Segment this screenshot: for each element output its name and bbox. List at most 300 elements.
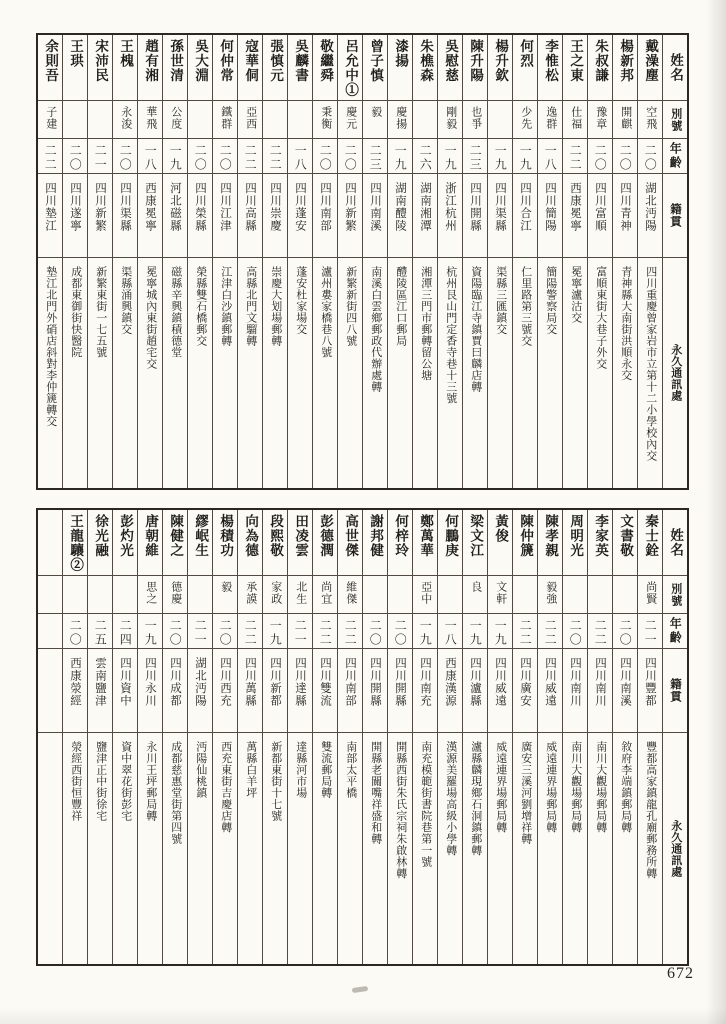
alias-cell — [288, 101, 312, 139]
native-text: 四川萬縣 — [244, 657, 257, 707]
person-column — [112, 35, 137, 488]
native-text: 四川資中 — [119, 657, 132, 707]
alias-cell — [288, 576, 312, 614]
row-header-label: 籍貫 — [669, 203, 682, 228]
row-header-alias — [663, 101, 687, 139]
age-cell — [338, 614, 362, 649]
alias-text: 毅 — [219, 581, 232, 593]
age-cell — [563, 139, 587, 174]
address-cell — [138, 258, 162, 488]
person-column — [62, 35, 87, 488]
address-cell — [288, 733, 312, 964]
age-text: 二五 — [93, 619, 108, 647]
address-text: 青神縣大南街洪順永交 — [619, 266, 632, 381]
native-place-cell — [238, 174, 262, 258]
address-cell — [138, 733, 162, 964]
address-cell — [563, 258, 587, 488]
native-place-cell — [88, 174, 112, 258]
age-text: 二一 — [193, 619, 208, 647]
person-column — [262, 510, 287, 964]
age-text: 二〇 — [68, 619, 83, 647]
name-text: 敬繼舜 — [318, 39, 334, 83]
native-place-cell — [288, 174, 312, 258]
name-cell — [563, 35, 587, 101]
address-cell — [613, 258, 637, 488]
alias-cell — [488, 576, 512, 614]
native-text: 湖北沔陽 — [194, 657, 207, 707]
address-cell — [288, 258, 312, 488]
address-text: 渠縣三匯鎮交 — [494, 266, 507, 335]
name-cell — [488, 35, 512, 101]
age-text: 二〇 — [68, 144, 83, 172]
native-text: 四川威遠 — [494, 657, 507, 707]
address-cell — [438, 258, 462, 488]
address-text: 高縣北門文騮轉 — [244, 266, 257, 347]
age-cell — [438, 139, 462, 174]
address-text: 新都東街十七號 — [269, 741, 282, 822]
native-place-cell — [113, 649, 137, 733]
age-cell — [463, 614, 487, 649]
name-cell — [613, 510, 637, 576]
age-cell — [488, 614, 512, 649]
age-text: 二三 — [368, 144, 383, 172]
name-cell — [138, 510, 162, 576]
person-column — [412, 35, 437, 488]
native-text: 四川新都 — [269, 657, 282, 707]
age-cell — [63, 139, 87, 174]
person-column — [162, 35, 187, 488]
name-cell — [213, 35, 237, 101]
native-text: 四川江津 — [219, 182, 232, 232]
alias-cell — [638, 576, 662, 614]
alias-text: 文軒 — [494, 581, 507, 605]
name-cell — [88, 510, 112, 576]
address-text: 簡陽警察局交 — [544, 266, 557, 335]
age-text: 二二 — [243, 619, 258, 647]
address-text: 敘府李端鎮郵局轉 — [619, 741, 632, 833]
person-column — [387, 35, 412, 488]
name-cell — [513, 35, 537, 101]
name-text: 王珙 — [68, 39, 84, 68]
age-text: 二〇 — [318, 144, 333, 172]
alias-cell — [138, 576, 162, 614]
name-text: 孫世清 — [168, 39, 184, 83]
native-place-cell — [38, 174, 62, 258]
alias-cell — [388, 576, 412, 614]
name-cell — [413, 510, 437, 576]
age-cell — [338, 139, 362, 174]
age-cell — [138, 614, 162, 649]
address-cell — [363, 733, 387, 964]
native-text: 四川南川 — [594, 657, 607, 707]
person-column — [587, 510, 612, 964]
address-text: 冕寧瀘沽交 — [569, 266, 582, 324]
alias-cell — [113, 576, 137, 614]
age-cell — [613, 139, 637, 174]
alias-cell — [163, 101, 187, 139]
alias-cell — [563, 101, 587, 139]
person-column — [237, 510, 262, 964]
age-text: 二〇 — [568, 619, 583, 647]
age-cell — [263, 139, 287, 174]
address-cell — [613, 733, 637, 964]
address-text: 資中翠花街彭宅 — [119, 741, 132, 822]
binding-smudge-mark — [352, 986, 369, 993]
native-place-cell — [188, 649, 212, 733]
age-text: 二一 — [293, 619, 308, 647]
name-cell — [463, 510, 487, 576]
name-text: 王槐 — [118, 39, 134, 68]
address-text: 威遠連界場郵局轉 — [494, 741, 507, 833]
row-header-label: 別號 — [669, 582, 682, 607]
address-text: 崇慶大划場郵轉 — [269, 266, 282, 347]
address-text: 南川大觀場郵局轉 — [594, 741, 607, 833]
alias-text: 尚宜 — [319, 581, 332, 605]
name-cell — [588, 35, 612, 101]
native-text: 四川渠縣 — [494, 182, 507, 232]
alias-cell — [413, 101, 437, 139]
name-text: 鄭萬華 — [418, 514, 434, 558]
person-column — [237, 35, 262, 488]
age-text: 二二 — [568, 144, 583, 172]
alias-text: 秉衡 — [319, 106, 332, 130]
person-column — [262, 35, 287, 488]
person-column — [312, 510, 337, 964]
address-cell — [488, 733, 512, 964]
alias-text: 剛毅 — [444, 106, 457, 130]
name-text: 呂允中① — [343, 39, 359, 97]
alias-cell — [613, 101, 637, 139]
person-column — [287, 510, 312, 964]
person-column — [137, 35, 162, 488]
name-text: 宋沛民 — [93, 39, 109, 83]
name-cell — [388, 35, 412, 101]
alias-cell — [363, 576, 387, 614]
native-place-cell — [538, 174, 562, 258]
address-text: 杭州艮山門定香寺巷十三號 — [444, 266, 457, 404]
person-column — [487, 35, 512, 488]
name-text: 李家英 — [593, 514, 609, 558]
alias-text: 仕福 — [569, 106, 582, 130]
address-text: 鹽津正中街徐宅 — [94, 741, 107, 822]
age-text: 二〇 — [368, 619, 383, 647]
native-place-cell — [63, 649, 87, 733]
name-cell — [288, 35, 312, 101]
name-text: 向為德 — [243, 514, 259, 558]
native-text: 四川威遠 — [544, 657, 557, 707]
age-text: 一八 — [443, 619, 458, 647]
native-text: 四川豐都 — [644, 657, 657, 707]
person-column — [537, 510, 562, 964]
native-place-cell — [363, 174, 387, 258]
age-cell — [213, 139, 237, 174]
alias-text: 亞西 — [244, 106, 257, 130]
alias-text: 開麒 — [619, 106, 632, 130]
native-text: 雲南鹽津 — [94, 657, 107, 707]
native-text: 四川永川 — [144, 657, 157, 707]
alias-text: 慶揚 — [394, 106, 407, 130]
alias-cell — [88, 101, 112, 139]
age-text: 二六 — [418, 144, 433, 172]
native-text: 四川開縣 — [394, 657, 407, 707]
name-text: 趙有湘 — [143, 39, 159, 83]
age-text: 二〇 — [193, 144, 208, 172]
alias-cell — [588, 576, 612, 614]
name-cell — [363, 35, 387, 101]
name-text: 朱樵森 — [418, 39, 434, 83]
name-text: 田凌雲 — [293, 514, 309, 558]
age-text: 二〇 — [218, 144, 233, 172]
native-place-cell — [263, 174, 287, 258]
person-column — [337, 35, 362, 488]
native-text: 西康漢源 — [444, 657, 457, 707]
age-text: 一九 — [168, 144, 183, 172]
native-place-cell — [413, 174, 437, 258]
age-text: 二二 — [518, 619, 533, 647]
native-place-cell — [438, 649, 462, 733]
address-cell — [388, 733, 412, 964]
address-text: 南部太平橋 — [344, 741, 357, 799]
person-column — [462, 35, 487, 488]
alias-cell — [438, 576, 462, 614]
name-text: 余則吾 — [43, 39, 59, 83]
name-text: 秦士銓 — [643, 514, 659, 558]
name-text: 張慎元 — [268, 39, 284, 83]
age-cell — [463, 139, 487, 174]
native-text: 湖北沔陽 — [644, 182, 657, 232]
age-cell — [263, 614, 287, 649]
alias-text: 公度 — [169, 106, 182, 130]
address-cell — [313, 733, 337, 964]
age-cell — [213, 614, 237, 649]
native-text: 浙江杭州 — [444, 182, 457, 232]
alias-cell — [163, 576, 187, 614]
native-text: 四川南溪 — [619, 657, 632, 707]
name-cell — [313, 510, 337, 576]
name-text: 吳慰慈 — [443, 39, 459, 83]
name-cell — [463, 35, 487, 101]
native-place-cell — [338, 649, 362, 733]
native-place-cell — [438, 174, 462, 258]
native-text: 四川蓬安 — [294, 182, 307, 232]
address-cell — [413, 733, 437, 964]
native-text: 四川合江 — [519, 182, 532, 232]
name-cell — [588, 510, 612, 576]
person-column — [562, 510, 587, 964]
name-text: 彭德潤 — [318, 514, 334, 558]
address-text: 開縣老關嘴祥盛和轉 — [369, 741, 382, 845]
address-cell — [238, 258, 262, 488]
age-text: 一九 — [493, 619, 508, 647]
age-text: 二一 — [643, 619, 658, 647]
name-cell — [638, 35, 662, 101]
name-text: 梁文江 — [468, 514, 484, 558]
address-text: 滎經西街恒豐祥 — [69, 741, 82, 822]
age-cell — [513, 139, 537, 174]
native-place-cell — [88, 649, 112, 733]
name-text: 漆揚 — [393, 39, 409, 68]
name-text: 高世傑 — [343, 514, 359, 558]
address-cell — [313, 258, 337, 488]
native-text: 四川遂寧 — [69, 182, 82, 232]
alias-text: 毅強 — [544, 581, 557, 605]
person-column — [637, 35, 662, 488]
alias-cell — [338, 101, 362, 139]
row-header-label: 姓名 — [668, 53, 684, 82]
row-header-name — [663, 35, 687, 101]
page-number: 672 — [667, 965, 694, 982]
name-cell — [438, 35, 462, 101]
address-cell — [163, 258, 187, 488]
alias-cell — [438, 101, 462, 139]
alias-cell — [38, 101, 62, 139]
address-text: 仁里路第三號交 — [519, 266, 532, 347]
address-text: 湘潭三門市郵轉留公塘 — [419, 266, 432, 381]
address-cell — [638, 258, 662, 488]
alias-text: 德慶 — [169, 581, 182, 605]
age-text: 一八 — [143, 144, 158, 172]
person-column — [612, 35, 637, 488]
name-text: 段熙敬 — [268, 514, 284, 558]
address-cell — [188, 733, 212, 964]
age-cell — [638, 614, 662, 649]
native-place-cell — [138, 649, 162, 733]
age-text: 二一 — [93, 144, 108, 172]
address-text: 成都東御街快醫院 — [69, 266, 82, 358]
name-cell — [188, 510, 212, 576]
name-text: 唐朝維 — [143, 514, 159, 558]
native-text: 四川廣安 — [519, 657, 532, 707]
address-cell — [263, 733, 287, 964]
name-cell — [63, 510, 87, 576]
age-cell — [313, 139, 337, 174]
native-place-cell — [38, 649, 62, 733]
age-cell — [63, 614, 87, 649]
native-place-cell — [638, 649, 662, 733]
native-text: 四川雙流 — [319, 657, 332, 707]
name-cell — [213, 510, 237, 576]
address-cell — [63, 258, 87, 488]
age-text: 一八 — [543, 144, 558, 172]
address-text: 西充東街吉慶店轉 — [219, 741, 232, 833]
native-place-cell — [388, 174, 412, 258]
address-cell — [338, 733, 362, 964]
age-text: 二二 — [343, 619, 358, 647]
address-cell — [413, 258, 437, 488]
name-cell — [538, 35, 562, 101]
person-column — [112, 510, 137, 964]
age-text: 一九 — [468, 619, 483, 647]
native-place-cell — [163, 174, 187, 258]
address-text: 漢源美羅場高級小學轉 — [444, 741, 457, 856]
name-cell — [613, 35, 637, 101]
age-text: 一九 — [393, 144, 408, 172]
alias-text: 華飛 — [144, 106, 157, 130]
native-place-cell — [613, 649, 637, 733]
age-cell — [488, 139, 512, 174]
age-text: 二二 — [268, 144, 283, 172]
address-text: 達縣河市場 — [294, 741, 307, 799]
address-text: 新繁新街四八號 — [344, 266, 357, 347]
native-place-cell — [338, 174, 362, 258]
row-header-column — [662, 35, 687, 488]
name-text: 謝邦健 — [368, 514, 384, 558]
address-cell — [538, 258, 562, 488]
person-column — [162, 510, 187, 964]
name-cell — [413, 35, 437, 101]
name-text: 黃俊 — [493, 514, 509, 543]
address-cell — [188, 258, 212, 488]
address-text: 蓬安杜家場交 — [294, 266, 307, 335]
row-header-label: 姓名 — [668, 528, 684, 557]
age-cell — [238, 614, 262, 649]
address-text: 南充模範街書院巷第一號 — [419, 741, 432, 868]
page-edge-shadow-bottom — [0, 1008, 726, 1024]
address-cell — [213, 733, 237, 964]
address-cell — [388, 258, 412, 488]
address-text: 南川大觀場郵局轉 — [569, 741, 582, 833]
age-cell — [538, 614, 562, 649]
alias-text: 慶元 — [344, 106, 357, 130]
native-place-cell — [463, 174, 487, 258]
alias-cell — [88, 576, 112, 614]
native-place-cell — [188, 174, 212, 258]
native-place-cell — [263, 649, 287, 733]
address-cell — [588, 733, 612, 964]
alias-cell — [188, 101, 212, 139]
address-cell — [513, 733, 537, 964]
native-place-cell — [313, 649, 337, 733]
name-cell — [113, 510, 137, 576]
age-cell — [638, 139, 662, 174]
address-text: 成都慈惠堂街第四號 — [169, 741, 182, 845]
address-text: 雙流郵局轉 — [319, 741, 332, 799]
address-cell — [113, 258, 137, 488]
age-text: 二四 — [118, 619, 133, 647]
person-column — [512, 510, 537, 964]
age-cell — [588, 614, 612, 649]
name-text: 周明光 — [568, 514, 584, 558]
name-text: 徐光融 — [93, 514, 109, 558]
alias-text: 思之 — [144, 581, 157, 605]
roster-table-lower — [36, 508, 689, 966]
row-header-label: 永久通訊處 — [669, 344, 682, 402]
alias-cell — [138, 101, 162, 139]
alias-text: 維傑 — [344, 581, 357, 605]
name-cell — [538, 510, 562, 576]
address-text: 資陽臨江寺鎮賈曰麟店轉 — [469, 266, 482, 393]
alias-cell — [313, 101, 337, 139]
name-text: 繆岷生 — [193, 514, 209, 558]
row-header-label: 別號 — [669, 107, 682, 132]
person-column — [437, 35, 462, 488]
age-cell — [113, 614, 137, 649]
name-cell — [38, 35, 62, 101]
native-place-cell — [488, 649, 512, 733]
alias-text: 良 — [469, 581, 482, 593]
name-cell — [163, 510, 187, 576]
alias-cell — [63, 101, 87, 139]
alias-cell — [113, 101, 137, 139]
person-column — [637, 510, 662, 964]
name-cell — [113, 35, 137, 101]
native-place-cell — [238, 649, 262, 733]
age-text: 二二 — [43, 144, 58, 172]
alias-text: 承謨 — [244, 581, 257, 605]
name-text: 陳孝親 — [543, 514, 559, 558]
alias-cell — [513, 101, 537, 139]
native-place-cell — [638, 174, 662, 258]
